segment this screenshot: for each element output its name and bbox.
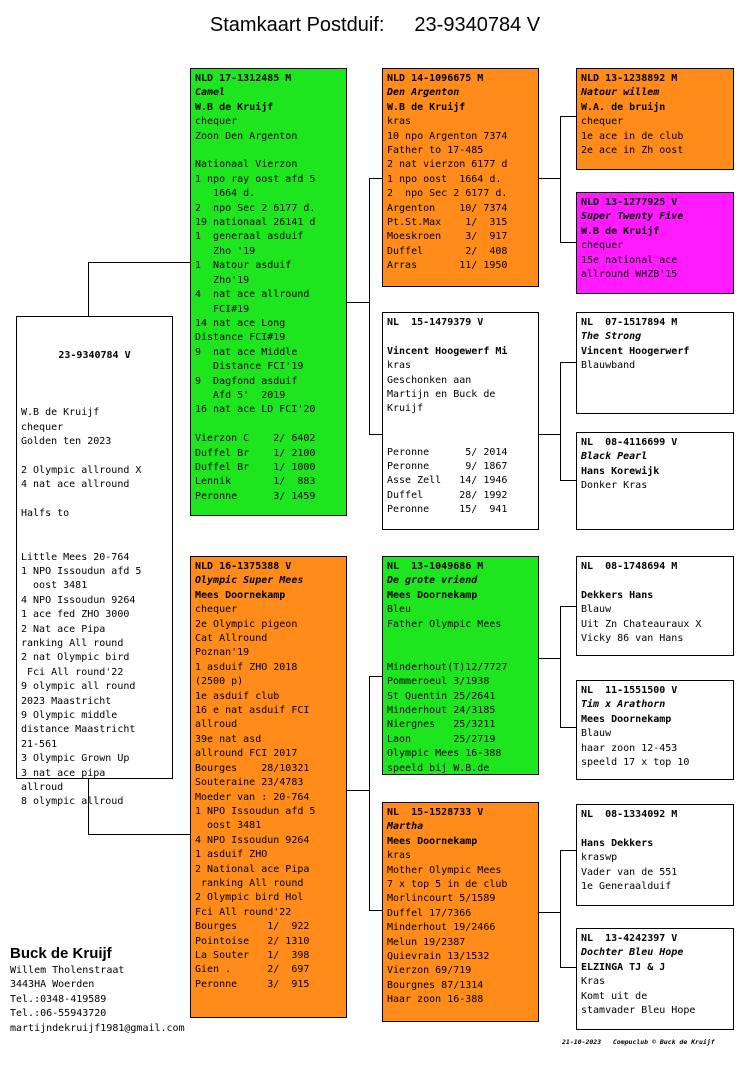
card-line: Little Mees 20-764	[21, 551, 130, 563]
ring-number: NLD 17-1312485 M	[195, 73, 292, 84]
card-line: kras	[387, 850, 412, 862]
card-line: Haar zoon 16-388	[387, 994, 484, 1006]
card-line: Quievrain 13/1532	[387, 951, 490, 963]
pigeon-card-subject[interactable]	[16, 316, 173, 808]
breeder-name: Dekkers Hans	[581, 589, 654, 601]
connector-line	[369, 178, 370, 435]
card-line: Bourges 28/10321	[195, 762, 310, 774]
card-line: chequer	[21, 421, 64, 433]
pigeon-card-sss[interactable]	[576, 68, 734, 170]
card-line: Duffel Br 1/ 1000	[195, 461, 316, 473]
pigeon-name: Den Argenton	[387, 87, 460, 99]
card-line: Bleu	[387, 604, 412, 616]
card-line: 2 npo Sec 2 6177 d.	[195, 202, 316, 214]
pigeon-name: Olympic Super Mees	[195, 575, 304, 587]
title-label: Stamkaart Postduif:	[209, 14, 385, 36]
card-line: FCI#19	[195, 303, 250, 315]
pigeon-name	[387, 330, 534, 344]
card-line: 4 NPO Issoudun 9264	[21, 594, 136, 606]
card-line: Donker Kras	[581, 480, 648, 492]
card-line: Morlincourt 5/1589	[387, 893, 496, 905]
card-line: Golden ten 2023	[21, 436, 112, 448]
connector-line	[88, 262, 89, 318]
pigeon-card-ddd[interactable]	[576, 928, 734, 1030]
card-line: Fci All round'22	[21, 666, 124, 678]
card-line: Pointoise 2/ 1310	[195, 935, 310, 947]
card-line: 2 Olympic bird Hol	[195, 892, 304, 904]
connector-line	[369, 910, 383, 911]
owner-mobile: Tel.:06-55943720	[10, 1008, 107, 1020]
connector-line	[369, 676, 383, 677]
owner-email[interactable]: martijndekruijf1981@gmail.com	[10, 1022, 185, 1034]
pigeon-card-sire-dam[interactable]	[382, 312, 539, 530]
card-line: Uit Zn Chateauraux X	[581, 618, 702, 630]
card-line: oost 3481	[195, 820, 262, 832]
card-line: speeld 17 x top 10	[581, 757, 690, 769]
card-line: Zho'19	[195, 274, 250, 286]
owner-name: Buck de Kruijf	[10, 945, 112, 962]
card-line: 1 npo ray oost afd 5	[195, 173, 316, 185]
breeder-name: W.A. de bruijn	[581, 101, 666, 113]
ring-number: NL 15-1479379 V	[387, 317, 484, 328]
breeder-name: W.B de Kruijf	[387, 101, 466, 113]
card-line: Blauw	[581, 728, 612, 740]
breeder-name: Mees Doornekamp	[387, 835, 478, 847]
card-line: Father Olympic Mees	[387, 618, 502, 630]
connector-line	[560, 967, 577, 968]
breeder-name: Mees Doornekamp	[581, 713, 672, 725]
card-line	[195, 144, 342, 158]
ring-number: NLD 14-1096675 M	[387, 73, 484, 84]
card-line: allround WHZB'15	[581, 269, 678, 281]
card-line: 1 ace fed ZHO 3000	[21, 609, 130, 621]
card-line: 4 NPO Issoudun 9264	[195, 834, 310, 846]
card-line: 14 nat ace Long	[195, 317, 286, 329]
pigeon-name	[581, 574, 729, 588]
card-line: kras	[387, 116, 412, 128]
card-line: 1 generaal asduif	[195, 231, 304, 243]
card-line: Peronne 5/ 2014	[387, 446, 508, 458]
pigeon-card-sds[interactable]	[576, 312, 734, 414]
card-line: 2 Olympic allround X	[21, 465, 142, 477]
card-line: Nationaal Vierzon	[195, 159, 298, 171]
card-line: Duffel 2/ 408	[387, 245, 508, 257]
connector-line	[538, 434, 560, 435]
card-line: distance Maastricht	[21, 724, 136, 736]
card-line: Poznan'19	[195, 647, 250, 659]
connector-line	[560, 850, 561, 968]
card-line: chequer	[581, 240, 624, 252]
card-line: Vicky 86 van Hans	[581, 633, 684, 645]
card-line: 4 nat ace allround	[21, 479, 130, 491]
card-line: Vierzon 69/719	[387, 965, 472, 977]
card-line: Laon 25/2719	[387, 733, 496, 745]
card-line: 1e ace in de club	[581, 130, 684, 142]
card-line: allroud	[195, 719, 238, 731]
pigeon-card-dsd[interactable]	[576, 680, 734, 780]
card-line: 21-561	[21, 738, 58, 750]
connector-line	[538, 658, 560, 659]
card-line: Mother Olympic Mees	[387, 864, 502, 876]
card-line: Arras 11/ 1950	[387, 260, 508, 272]
card-line: Geschonken aan	[387, 374, 472, 386]
pigeon-name: Black Pearl	[581, 451, 648, 463]
card-line: 2023 Maastricht	[21, 695, 112, 707]
card-line: chequer	[195, 116, 238, 128]
card-line: 19 nationaal 26141 d	[195, 217, 316, 229]
card-line: kraswp	[581, 852, 618, 864]
pigeon-card-dds[interactable]	[576, 804, 734, 906]
card-line: 1 asduif ZHO 2018	[195, 661, 298, 673]
card-line: Asse Zell 14/ 1946	[387, 475, 508, 487]
owner-info	[10, 944, 185, 1036]
connector-line	[538, 178, 560, 179]
connector-line	[560, 850, 577, 851]
card-line	[21, 522, 168, 536]
breeder-name: ELZINGA TJ & J	[581, 961, 666, 973]
card-line: Kruijf	[387, 403, 424, 415]
pigeon-card-sire[interactable]	[190, 68, 347, 516]
card-line: 1e asduif club	[195, 690, 280, 702]
card-line: 4 nat ace allround	[195, 289, 310, 301]
card-line: Fci All round'22	[195, 906, 292, 918]
connector-line	[560, 606, 561, 728]
owner-city: 3443HA Woerden	[10, 979, 95, 991]
card-line: Peronne 9/ 1867	[387, 461, 508, 473]
card-line: 3 Olympic Grown Up	[21, 753, 130, 765]
pigeon-name: Super Twenty Five	[581, 211, 684, 223]
card-line: ranking All round	[195, 877, 304, 889]
owner-street: Willem Tholenstraat	[10, 965, 125, 976]
card-line	[387, 431, 534, 445]
ring-number: NL 08-1748694 M	[581, 561, 678, 572]
card-line: Vierzon C 2/ 6402	[195, 433, 316, 445]
card-line: Moeder van : 20-764	[195, 791, 310, 803]
card-line: 3 nat ace pipa	[21, 767, 106, 779]
connector-line	[560, 480, 577, 481]
breeder-name: W.B de Kruijf	[581, 225, 660, 237]
connector-line	[560, 116, 577, 117]
card-line: Moeskroen 3/ 917	[387, 231, 508, 243]
ring-number: NL 08-1334092 M	[581, 809, 678, 820]
pigeon-name: The Strong	[581, 331, 642, 343]
footer-credit: 21-10-2023 Compuclub © Buck de Kruijf	[562, 1038, 715, 1046]
breeder-name: Vincent Hoogerwerf	[581, 345, 690, 357]
ring-number: NL 15-1528733 V	[387, 807, 484, 818]
card-line: 9 olympic all round	[21, 681, 136, 693]
card-line: Olympic Mees 16-388	[387, 748, 502, 760]
card-line: Melun 19/2387	[387, 936, 466, 948]
connector-line	[560, 362, 561, 481]
pigeon-card-sdd[interactable]	[576, 432, 734, 530]
card-line: 16 nat ace LD FCI'20	[195, 404, 316, 416]
card-line	[195, 418, 342, 432]
connector-line	[369, 178, 383, 179]
card-line: chequer	[195, 604, 238, 616]
pigeon-card-ssd[interactable]	[576, 192, 734, 294]
ring-number: NL 13-1049686 M	[387, 561, 484, 572]
card-line: 1e Generaalduif	[581, 881, 672, 893]
card-line: Souteraine 23/4783	[195, 777, 304, 789]
card-line: Distance FCI#19	[195, 332, 286, 344]
breeder-name: Hans Korewijk	[581, 465, 660, 477]
card-line: 1 Natour asduif	[195, 260, 292, 272]
card-line: Peronne 3/ 1459	[195, 490, 316, 502]
card-line: 1 asduif ZHO	[195, 849, 268, 861]
connector-line	[88, 262, 191, 263]
breeder-name: Mees Doornekamp	[195, 589, 286, 601]
card-line: Duffel 28/ 1992	[387, 489, 508, 501]
card-line: oost 3481	[21, 580, 88, 592]
card-line: 2e ace in Zh oost	[581, 145, 684, 157]
card-line: Gien . 2/ 697	[195, 964, 310, 976]
card-line: 2 npo Sec 2 6177 d.	[387, 188, 508, 200]
card-line: 1 npo oost 1664 d.	[387, 173, 502, 185]
card-line: Argenton 10/ 7374	[387, 202, 508, 214]
card-line: St Quentin 25/2641	[387, 690, 496, 702]
card-line: 16 e nat asduif FCI	[195, 705, 310, 717]
card-line	[21, 536, 168, 550]
pigeon-card-dam-sire[interactable]	[382, 556, 539, 775]
breeder-name: W.B de Kruijf	[195, 101, 274, 113]
card-line: La Souter 1/ 398	[195, 949, 310, 961]
breeder-name: Mees Doornekamp	[387, 589, 478, 601]
card-line: 39e nat asd	[195, 733, 262, 745]
connector-line	[560, 116, 561, 243]
card-line: 1 NPO Issoudun afd 5	[195, 805, 316, 817]
card-line: Duffel Br 1/ 2100	[195, 447, 316, 459]
pigeon-card-dam[interactable]	[190, 556, 347, 1018]
ring-number: NLD 13-1277925 V	[581, 197, 678, 208]
card-line: 9 Dagfond asduif	[195, 375, 298, 387]
card-line: Halfs to	[21, 508, 70, 520]
ring-number: NL 13-4242397 V	[581, 933, 678, 944]
card-line: 9 nat ace Middle	[195, 346, 298, 358]
card-line: Minderhout(T)12/7727	[387, 661, 508, 673]
pigeon-name: Martha	[387, 821, 424, 833]
card-line: 2 Nat ace Pipa	[21, 623, 106, 635]
card-line: 9 Olympic middle	[21, 709, 118, 721]
card-line: 2e Olympic pigeon	[195, 618, 298, 630]
pigeon-name: Tim x Arathorn	[581, 699, 666, 711]
card-line: Pommeroeul 3/1938	[387, 676, 490, 688]
card-line: Kras	[581, 976, 606, 988]
card-line	[21, 493, 168, 507]
card-line: 8 olympic allroud	[21, 796, 124, 808]
card-line: Peronne 3/ 915	[195, 978, 310, 990]
breeder-name: Vincent Hoogewerf Mi	[387, 345, 508, 357]
connector-line	[369, 676, 370, 911]
card-line: 1 NPO Issoudun afd 5	[21, 565, 142, 577]
card-line: Cat Allround	[195, 633, 268, 645]
pigeon-card-sire-sire[interactable]	[382, 68, 539, 287]
card-line: Niergnes 25/3211	[387, 719, 496, 731]
card-line: kras	[387, 360, 412, 372]
ring-number: NLD 13-1238892 M	[581, 73, 678, 84]
ring-number: NLD 16-1375388 V	[195, 561, 292, 572]
title-ring: 23-9340784 V	[414, 14, 541, 36]
card-line: Blauw	[581, 604, 612, 616]
ring-number: NL 11-1551500 V	[581, 685, 678, 696]
card-line: Pt.St.Max 1/ 315	[387, 217, 508, 229]
card-line: ranking All round	[21, 637, 124, 649]
card-line: Bourges 1/ 922	[195, 921, 310, 933]
card-line: haar zoon 12-453	[581, 742, 678, 754]
card-line: 2 nat Olympic bird	[21, 652, 130, 664]
pigeon-card-dam-dam[interactable]	[382, 802, 539, 1022]
card-line: W.B de Kruijf	[21, 407, 100, 419]
card-lines	[21, 392, 168, 810]
connector-line	[346, 790, 369, 791]
card-line: 2 nat vierzon 6177 d	[387, 159, 508, 171]
card-line: speeld bij W.B.de	[387, 762, 490, 774]
card-line: 2 National ace Pipa	[195, 863, 310, 875]
connector-line	[369, 434, 383, 435]
connector-line	[560, 727, 577, 728]
pigeon-name: De grote vriend	[387, 575, 478, 587]
card-line: Bourgnes 87/1314	[387, 979, 484, 991]
card-line: 10 npo Argenton 7374	[387, 130, 508, 142]
card-line: 15e national ace	[581, 254, 678, 266]
card-line	[21, 450, 168, 464]
ring-number: NL 07-1517894 M	[581, 317, 678, 328]
card-line	[21, 392, 168, 406]
card-line: Duffel 17/7366	[387, 907, 472, 919]
card-line	[387, 417, 534, 431]
breeder-name: Hans Dekkers	[581, 837, 654, 849]
ring-number: NL 08-4116699 V	[581, 437, 678, 448]
pigeon-name: Camel	[195, 87, 226, 99]
card-line: Lennik 1/ 883	[195, 476, 316, 488]
connector-line	[560, 242, 577, 243]
connector-line	[346, 302, 369, 303]
card-line: Blauwband	[581, 360, 636, 372]
card-line: Vader van de 551	[581, 866, 678, 878]
card-line: chequer	[581, 116, 624, 128]
card-line: Zoon Den Argenton	[195, 130, 298, 142]
card-line: stamvader Bleu Hope	[581, 1005, 696, 1017]
card-line: allroud	[21, 782, 64, 793]
owner-phone: Tel.:0348-419589	[10, 993, 107, 1005]
card-line	[387, 646, 534, 660]
card-line: 7 x top 5 in de club	[387, 879, 508, 891]
card-line: Zho '19	[195, 245, 256, 257]
pigeon-name	[581, 822, 729, 836]
card-line	[387, 632, 534, 646]
connector-line	[538, 912, 560, 913]
card-line: 1664 d.	[195, 188, 256, 200]
card-line: allround FCI 2017	[195, 748, 298, 760]
pigeon-name: Dochter Bleu Hope	[581, 947, 684, 959]
card-line: Minderhout 19/2466	[387, 922, 496, 934]
ring-number: 23-9340784 V	[58, 349, 131, 361]
pigeon-card-dss[interactable]	[576, 556, 734, 656]
card-line: Distance FCI'19	[195, 361, 304, 373]
card-line: Komt uit de	[581, 990, 648, 1002]
pigeon-name: Natour willem	[581, 87, 660, 99]
card-line: Peronne 15/ 941	[387, 504, 508, 516]
connector-line	[560, 362, 577, 363]
card-line: Afd 5' 2019	[195, 389, 286, 401]
card-line: Martijn en Buck de	[387, 389, 496, 401]
card-line: Father to 17-485	[387, 145, 484, 157]
page-title	[0, 14, 750, 37]
card-line: Minderhout 24/3185	[387, 705, 496, 717]
connector-line	[560, 606, 577, 607]
connector-line	[88, 834, 191, 835]
card-line: (2500 p)	[195, 676, 244, 688]
